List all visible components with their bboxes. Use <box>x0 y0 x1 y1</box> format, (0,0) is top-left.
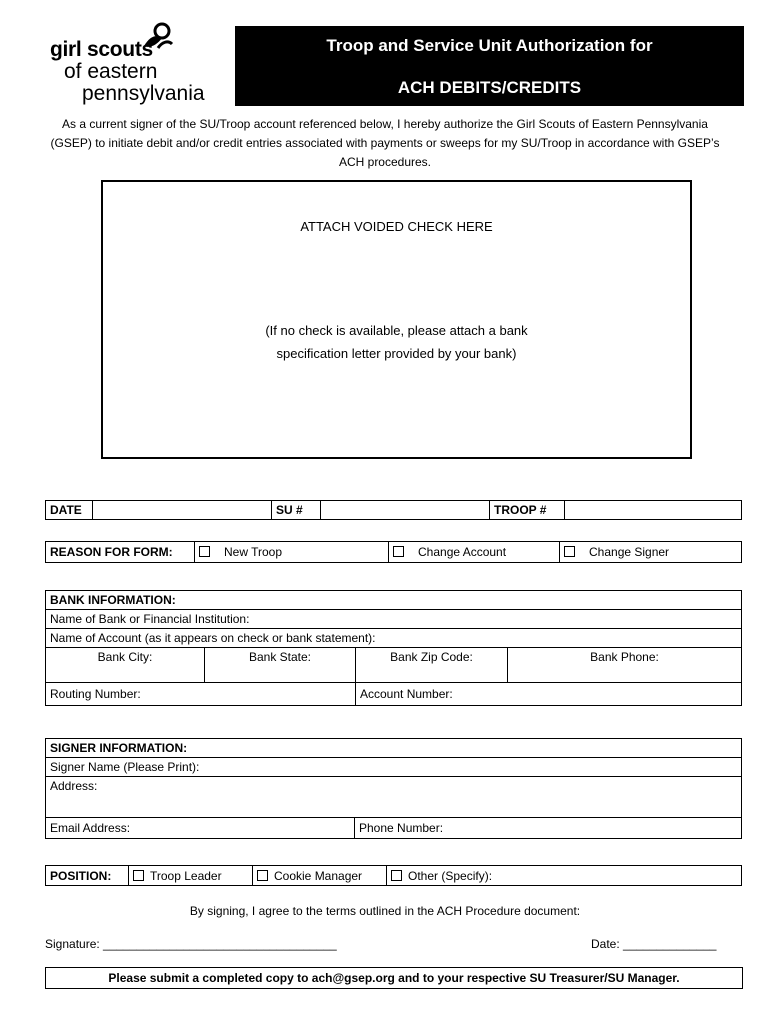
bank-info-table <box>45 590 742 706</box>
reason-label: REASON FOR FORM: <box>46 542 195 563</box>
checkbox-icon[interactable] <box>257 870 268 881</box>
signature-line[interactable]: Signature: ___________________________________ <box>45 937 337 951</box>
attach-check-title: ATTACH VOIDED CHECK HERE <box>300 219 493 234</box>
reason-change-signer[interactable] <box>560 542 742 563</box>
form-title-line-1: Troop and Service Unit Authorization for <box>326 36 653 55</box>
su-label: SU # <box>272 501 321 520</box>
signer-email-field[interactable]: Email Address: <box>46 818 355 839</box>
bank-zip-field[interactable]: Bank Zip Code: <box>356 648 508 683</box>
signer-name-field[interactable]: Signer Name (Please Print): <box>46 758 742 777</box>
checkbox-icon[interactable] <box>391 870 402 881</box>
reason-table <box>45 541 742 563</box>
attach-check-note <box>103 319 690 365</box>
date-su-troop-table <box>45 500 742 520</box>
bank-phone-field[interactable]: Bank Phone: <box>508 648 742 683</box>
signer-info-table <box>45 738 742 839</box>
bank-state-field[interactable]: Bank State: <box>205 648 356 683</box>
position-option-label: Troop Leader <box>150 868 222 883</box>
logo-line-1: girl scouts <box>50 38 153 61</box>
position-option-label: Cookie Manager <box>274 868 363 883</box>
bank-info-title: BANK INFORMATION: <box>46 591 742 610</box>
reason-option-label: Change Signer <box>589 545 670 559</box>
form-title-banner <box>235 26 744 106</box>
bank-city-field[interactable]: Bank City: <box>46 648 205 683</box>
date-field[interactable] <box>93 501 272 520</box>
intro-paragraph: As a current signer of the SU/Troop account referenced below, I hereby authorize the Girl Scouts of Eastern Pennsylvania (GSEP) to initiate debit and/or credit entries associated with payments or sweeps for my SU/Troop in accordance with GSEP’s ACH procedures. <box>50 117 720 169</box>
signer-address-field[interactable]: Address: <box>46 777 742 818</box>
su-field[interactable] <box>321 501 490 520</box>
reason-new-troop[interactable] <box>195 542 389 563</box>
form-title-line-2: ACH DEBITS/CREDITS <box>397 78 582 97</box>
girl-scouts-logo <box>48 22 228 110</box>
signature-date-line[interactable]: Date: ______________ <box>591 937 717 951</box>
checkbox-icon[interactable] <box>133 870 144 881</box>
reason-option-label: New Troop <box>224 545 283 559</box>
voided-check-attach-area <box>101 180 692 459</box>
bank-account-name-field[interactable]: Name of Account (as it appears on check or bank statement): <box>46 629 742 648</box>
submission-instructions: Please submit a completed copy to ach@gsep.org and to your respective SU Treasurer/SU Manager. <box>45 967 743 989</box>
date-label: DATE <box>46 501 93 520</box>
reason-option-label: Change Account <box>418 545 507 559</box>
checkbox-icon[interactable] <box>393 546 404 557</box>
signer-phone-field[interactable]: Phone Number: <box>355 818 742 839</box>
reason-change-account[interactable] <box>389 542 560 563</box>
checkbox-icon[interactable] <box>564 546 575 557</box>
position-option-label: Other (Specify): <box>408 868 493 883</box>
account-number-field[interactable]: Account Number: <box>356 683 742 706</box>
position-table <box>45 865 742 886</box>
attach-note-line-1: (If no check is available, please attach a bank <box>265 323 528 338</box>
position-label: POSITION: <box>46 866 129 886</box>
bank-institution-field[interactable]: Name of Bank or Financial Institution: <box>46 610 742 629</box>
routing-number-field[interactable]: Routing Number: <box>46 683 356 706</box>
signer-info-title: SIGNER INFORMATION: <box>46 739 742 758</box>
troop-field[interactable] <box>565 501 742 520</box>
troop-label: TROOP # <box>490 501 565 520</box>
logo-line-2: of eastern <box>64 60 158 83</box>
position-cookie-manager[interactable] <box>253 866 387 886</box>
checkbox-icon[interactable] <box>199 546 210 557</box>
position-other[interactable] <box>387 866 742 886</box>
position-troop-leader[interactable] <box>129 866 253 886</box>
attach-note-line-2: specification letter provided by your bank) <box>276 346 517 361</box>
agreement-text: By signing, I agree to the terms outlined in the ACH Procedure document: <box>189 904 581 918</box>
logo-line-3: pennsylvania <box>82 82 205 105</box>
